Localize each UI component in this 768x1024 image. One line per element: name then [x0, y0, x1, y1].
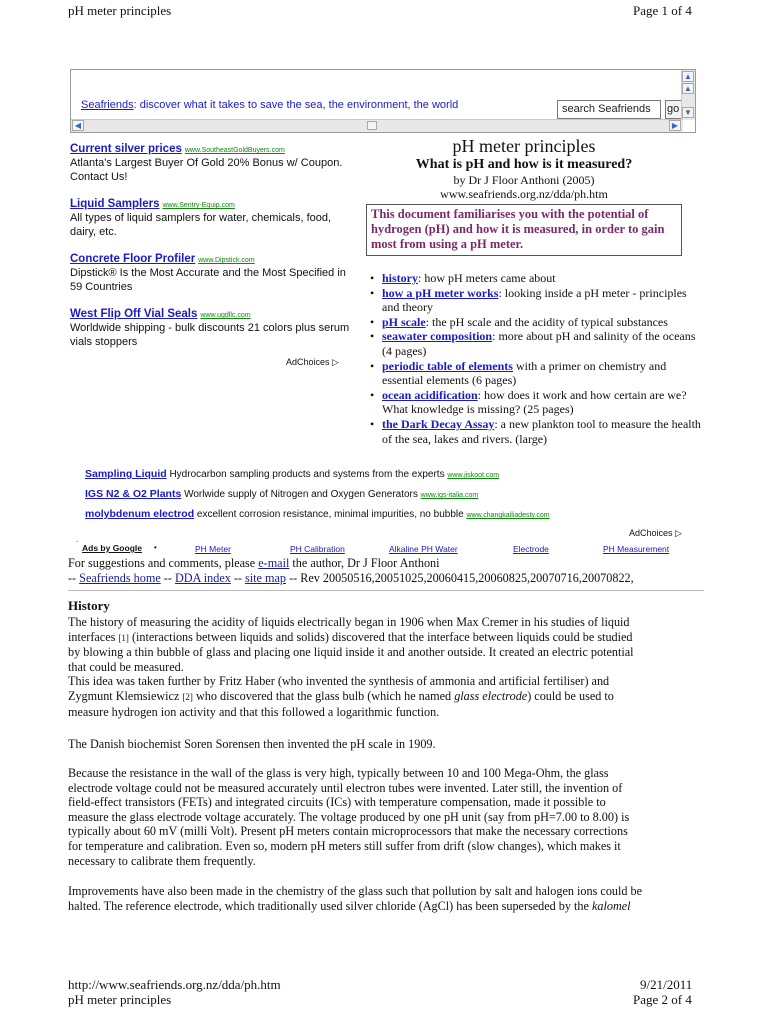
ad-block [70, 141, 350, 349]
text-line: Zygmunt Klemsiewicz [2] who discovered that the glass bulb (which he named glass electrode) could be used to [68, 688, 614, 703]
related-ad-title[interactable]: IGS N2 & O2 Plants [85, 488, 182, 500]
related-ad-url[interactable]: www.jiskoot.com [447, 472, 500, 479]
text-line: This idea was taken further by Fritz Haber (who invented the synthesis of ammonia and artificial fertiliser) and [68, 674, 610, 689]
toc-list [368, 271, 704, 446]
text-line: for temperature and calibration. Even so, modern pH meters still suffer from drift (slow changes), which makes it [68, 838, 621, 853]
dot-separator: • [154, 543, 157, 552]
go-button[interactable]: go [665, 100, 685, 119]
contact-pre: For suggestions and comments, please [68, 556, 259, 570]
list-item [368, 286, 704, 315]
search-tagline: : discover what it takes to save the sea, the environment, the world [133, 99, 459, 111]
keyword-alkaline-water[interactable]: Alkaline PH Water [389, 544, 458, 554]
toc-link-ph-scale[interactable]: pH scale [382, 314, 426, 329]
related-ad-desc: Worlwide supply of Nitrogen and Oxygen Generators [184, 489, 418, 500]
text-line: Improvements have also been made in the chemistry of the glass such that pollution by salt and halogen ions could be [68, 884, 643, 898]
list-item [368, 271, 704, 286]
title-block [366, 136, 682, 201]
ad-url[interactable]: www.Dipstick.com [198, 257, 255, 264]
ad-description: Dipstick® Is the Most Accurate and the Most Specified in 59 Countries [70, 267, 346, 293]
ad-item[interactable] [70, 306, 350, 349]
list-item [368, 315, 704, 330]
ad-url[interactable]: www.SoutheastGoldBuyers.com [184, 147, 285, 154]
toc-link-history[interactable]: history [382, 271, 418, 285]
toc-text: : looking inside a pH meter - principles and theory [382, 285, 687, 315]
ads-by-google-link[interactable]: Ads by Google [82, 543, 142, 553]
related-ad-title[interactable]: Sampling Liquid [85, 468, 167, 480]
scroll-slider-icon[interactable] [367, 121, 377, 130]
reference-1[interactable]: [1] [118, 632, 129, 643]
reference-2[interactable]: [2] [182, 691, 193, 702]
text-line: field-effect transistors (FETs) and integrated circuits (ICs) with temperature compensation, made it possible to [68, 795, 606, 810]
contact-line [68, 556, 440, 571]
list-item [368, 417, 704, 446]
toc-link-periodic-table[interactable]: periodic table of elements [382, 358, 513, 373]
text-line: that could be measured. [68, 659, 184, 674]
horizontal-scrollbar[interactable] [71, 119, 683, 132]
history-paragraph-1 [68, 615, 704, 719]
keyword-ph-calibration[interactable]: PH Calibration [290, 544, 345, 554]
toc-text: : more about pH and salinity of the oceans (4 pages) [382, 329, 696, 358]
related-ad-url[interactable]: www.igs-italia.com [420, 492, 479, 499]
ad-title[interactable]: Current silver prices [70, 143, 182, 155]
list-item [368, 388, 704, 417]
scroll-right-icon[interactable]: ▶ [669, 120, 681, 131]
toc-text: : how pH meters came about [418, 271, 556, 285]
text-line: typically about 60 mV (milli Volt). Present pH meters contain microprocessors that make the necessary corrections [68, 824, 628, 839]
related-ad-url[interactable]: www.changkailiadesty.com [466, 512, 550, 519]
page-url: www.seafriends.org.nz/dda/ph.htm [440, 187, 608, 201]
footer-date: 9/21/2011 [640, 977, 693, 992]
ad-item[interactable] [70, 196, 350, 239]
ad-description: Atlanta's Largest Buyer Of Gold 20% Bonus w/ Coupon. Contact Us! [70, 157, 343, 183]
related-ad-item[interactable] [85, 468, 705, 488]
text-line: measure hydrogen ion activity and that this followed a logarithmic function. [68, 704, 440, 719]
adchoices-label: AdChoices [629, 528, 673, 538]
adchoices-label: AdChoices [286, 357, 330, 367]
ad-item[interactable] [70, 141, 350, 184]
related-ad-desc: excellent corrosion resistance, minimal impurities, no bubble [196, 509, 464, 520]
keyword-ph-meter[interactable]: PH Meter [195, 544, 231, 554]
ad-title[interactable]: Liquid Samplers [70, 198, 160, 210]
list-item [368, 359, 704, 388]
dda-index-link[interactable]: DDA index [174, 571, 231, 585]
toc-link-dark-decay[interactable]: the Dark Decay Assay [382, 416, 495, 431]
history-paragraph-4 [68, 766, 704, 868]
toc-text: : how does it work and how certain are we? What knowledge is missing? (25 pages) [382, 387, 687, 417]
text-line: necessary to calibrate them frequently. [68, 853, 256, 868]
related-ads [85, 468, 705, 528]
adchoices-icon: ▷ [675, 528, 682, 538]
toc-link-how-ph-works[interactable]: how a pH meter works [382, 285, 499, 300]
related-ad-desc: Hydrocarbon sampling products and systems from the experts [169, 469, 445, 480]
adchoices-link[interactable] [286, 357, 339, 368]
text-line: measure the glass electrode voltage accurately. The voltage produced by one pH unit (say from pH=7.00 to 8.00) is [68, 809, 630, 824]
history-paragraph-5 [68, 884, 704, 913]
page-title: pH meter principles [452, 136, 596, 156]
search-frame [70, 69, 696, 133]
history-heading: History [68, 598, 110, 613]
history-paragraph-3: The Danish biochemist Soren Sorensen then invented the pH scale in 1909. [68, 737, 436, 751]
text-line: interfaces [1] (interactions between liquids and solids) discovered that the interface between liquids could be studied [68, 629, 633, 644]
footer-title: pH meter principles [68, 992, 172, 1007]
scroll-thumb-icon[interactable]: ▲ [682, 83, 694, 94]
ad-url[interactable]: www.ugdllc.com [200, 312, 251, 319]
ad-title[interactable]: West Flip Off Vial Seals [70, 308, 198, 320]
keyword-ph-measurement[interactable]: PH Measurement [603, 544, 670, 554]
scroll-down-icon[interactable]: ▼ [682, 107, 694, 118]
text-line: electrode voltage could not be measured accurately until electron tubes were invented. Later still, the invention of [68, 780, 623, 795]
footer-page: Page 2 of 4 [633, 992, 692, 1007]
divider [68, 590, 704, 591]
keyword-electrode[interactable]: Electrode [513, 544, 549, 554]
ad-description: All types of liquid samplers for water, chemicals, food, dairy, etc. [70, 212, 332, 238]
toc-link-seawater[interactable]: seawater composition [382, 329, 493, 344]
text-line: Because the resistance in the wall of the glass is very high, typically between 10 and 100 Mega-Ohm, the glass [68, 766, 609, 780]
list-item [368, 329, 704, 358]
text-line: by blowing a thin bubble of glass and placing one liquid inside it and another outside. It created an electric potential [68, 645, 634, 660]
related-ad-item[interactable] [85, 488, 705, 508]
print-header-page: Page 1 of 4 [633, 3, 692, 18]
intro-box: This document familiarises you with the potential of hydrogen (pH) and how it is measured, in order to gain most from using a pH meter. [366, 204, 682, 256]
nav-line: -- Seafriends home -- DDA index -- site map -- Rev 20050516,20051025,20060415,20060825,20070716,20070822, [68, 571, 634, 585]
print-header-title: pH meter principles [68, 3, 172, 18]
toc-text: with a primer on chemistry and essential elements (6 pages) [382, 358, 667, 388]
search-banner [81, 99, 458, 111]
revision-text: -- Rev 20050516,20051025,20060415,20060825,20070716,20070822, [289, 571, 634, 585]
ad-description: Worldwide shipping - bulk discounts 21 colors plus serum vials stoppers [70, 322, 350, 348]
adchoices-link-2[interactable] [629, 528, 682, 539]
adchoices-icon: ▷ [332, 357, 339, 367]
scroll-up-icon[interactable]: ▲ [682, 71, 694, 82]
related-ad-item[interactable] [85, 508, 705, 528]
toc-text: : the pH scale and the acidity of typical substances [425, 314, 668, 329]
ad-url[interactable]: www.Sentry-Equip.com [162, 202, 235, 209]
toc-text: : a new plankton tool to measure the health of the sea, lakes and rivers. (large) [382, 416, 701, 446]
site-map-link[interactable]: site map [245, 571, 287, 585]
text-line: halted. The reference electrode, which traditionally used silver chloride (AgCl) has been superseded by the kalomel [68, 898, 631, 913]
text-line: The history of measuring the acidity of liquids electrically began in 1906 when Max Cremer in his studies of liquid [68, 615, 630, 629]
contact-post: the author, Dr J Floor Anthoni [289, 556, 440, 570]
vertical-scrollbar[interactable] [681, 70, 695, 120]
scroll-left-icon[interactable]: ◀ [72, 120, 84, 131]
page-subtitle: What is pH and how is it measured? [415, 157, 633, 172]
seafriends-home-link[interactable]: Seafriends home [79, 571, 161, 585]
author-line: by Dr J Floor Anthoni (2005) [453, 173, 595, 187]
dot-mark: . [76, 535, 79, 544]
footer-url: http://www.seafriends.org.nz/dda/ph.htm [68, 977, 281, 992]
seafriends-link[interactable]: Seafriends [81, 99, 134, 111]
search-input[interactable]: search Seafriends [557, 100, 661, 119]
email-link[interactable]: e-mail [258, 556, 290, 570]
ad-title[interactable]: Concrete Floor Profiler [70, 253, 196, 265]
ad-item[interactable] [70, 251, 350, 294]
related-ad-title[interactable]: molybdenum electrod [85, 508, 195, 520]
toc-link-ocean-acidification[interactable]: ocean acidification [382, 387, 478, 402]
